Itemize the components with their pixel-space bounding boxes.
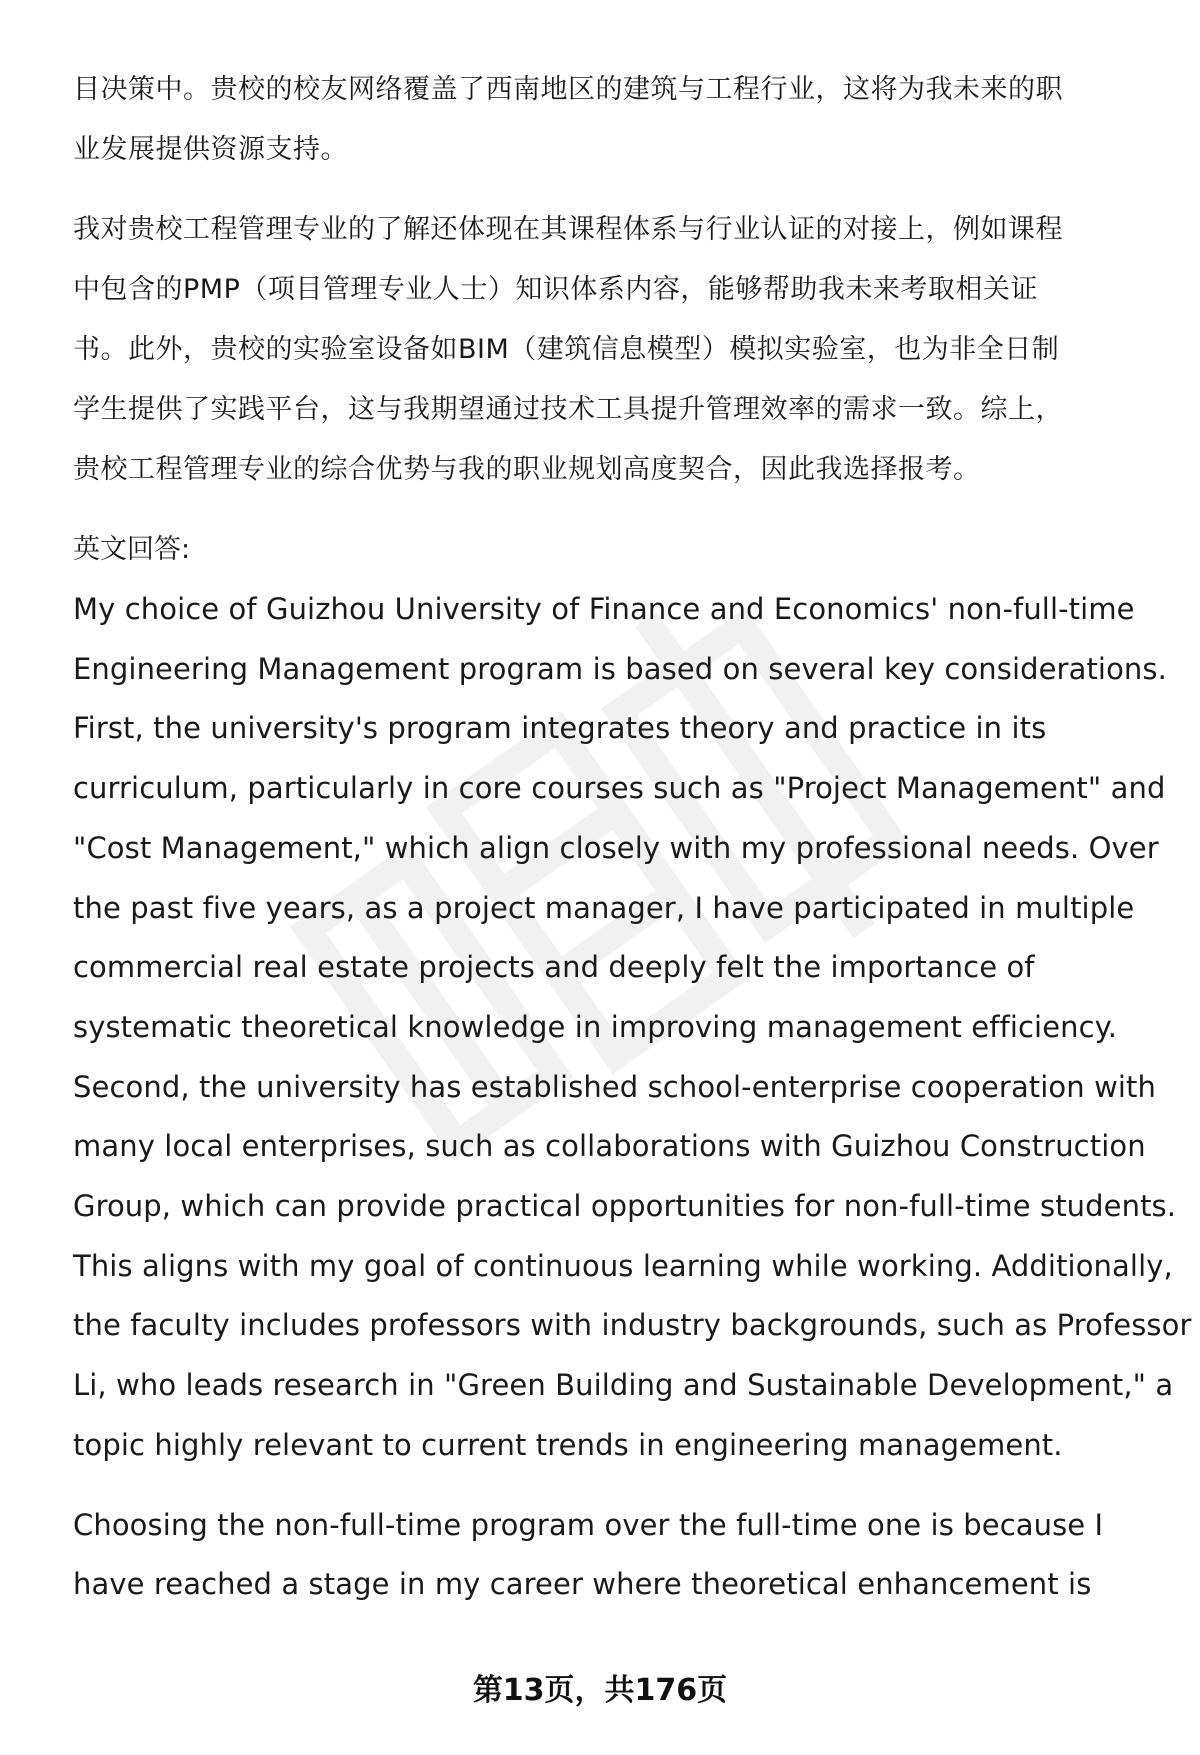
text-line: Second, the university has established school-enterprise cooperation with bbox=[73, 1069, 1157, 1104]
text-line: This aligns with my goal of continuous learning while working. Additionally, bbox=[73, 1248, 1173, 1283]
text-line: the faculty includes professors with industry backgrounds, such as Professor bbox=[73, 1308, 1192, 1343]
text-line: Group, which can provide practical opportunities for non-full-time students. bbox=[73, 1189, 1177, 1224]
english-answer-paragraph-1 bbox=[73, 580, 1192, 1476]
text-line: the past five years, as a project manager, I have participated in multiple bbox=[73, 890, 1135, 925]
text-line: many local enterprises, such as collaborations with Guizhou Construction bbox=[73, 1129, 1146, 1164]
text-line: "Cost Management," which align closely with my professional needs. Over bbox=[73, 830, 1159, 865]
text-line: 业发展提供资源支持。 bbox=[73, 134, 348, 165]
text-line: Engineering Management program is based on several key considerations. bbox=[73, 651, 1167, 686]
document-page bbox=[73, 60, 1192, 1615]
page-indicator: 第13页，共176页 bbox=[472, 1673, 728, 1708]
chinese-understanding-paragraph bbox=[73, 200, 1163, 500]
text-line: topic highly relevant to current trends in engineering management. bbox=[73, 1427, 1063, 1462]
english-answer-paragraph-2 bbox=[73, 1496, 1163, 1615]
text-line: systematic theoretical knowledge in improving management efficiency. bbox=[73, 1009, 1118, 1044]
text-line: 我对贵校工程管理专业的了解还体现在其课程体系与行业认证的对接上，例如课程 bbox=[73, 214, 1063, 245]
text-line: 贵校工程管理专业的综合优势与我的职业规划高度契合，因此我选择报考。 bbox=[73, 454, 981, 485]
english-answer-label: 英文回答: bbox=[73, 534, 191, 565]
text-line: Li, who leads research in "Green Building and Sustainable Development," a bbox=[73, 1368, 1174, 1403]
text-line: commercial real estate projects and deeply felt the importance of bbox=[73, 950, 1035, 985]
text-line: 中包含的PMP（项目管理专业人士）知识体系内容，能够帮助我未来考取相关证 bbox=[73, 274, 1038, 305]
chinese-continuation-paragraph bbox=[73, 60, 1163, 180]
text-line: My choice of Guizhou University of Finance and Economics' non-full-time bbox=[73, 592, 1135, 626]
text-line: First, the university's program integrates theory and practice in its bbox=[73, 711, 1047, 746]
text-line: Choosing the non-full-time program over the full-time one is because I bbox=[73, 1507, 1104, 1542]
text-line: have reached a stage in my career where theoretical enhancement is bbox=[73, 1567, 1092, 1602]
text-line: 学生提供了实践平台，这与我期望通过技术工具提升管理效率的需求一致。综上， bbox=[73, 394, 1063, 425]
text-line: 书。此外，贵校的实验室设备如BIM（建筑信息模型）模拟实验室，也为非全日制 bbox=[73, 334, 1060, 365]
text-line: 目决策中。贵校的校友网络覆盖了西南地区的建筑与工程行业，这将为我未来的职 bbox=[73, 74, 1063, 105]
text-line: curriculum, particularly in core courses such as "Project Management" and bbox=[73, 771, 1166, 806]
